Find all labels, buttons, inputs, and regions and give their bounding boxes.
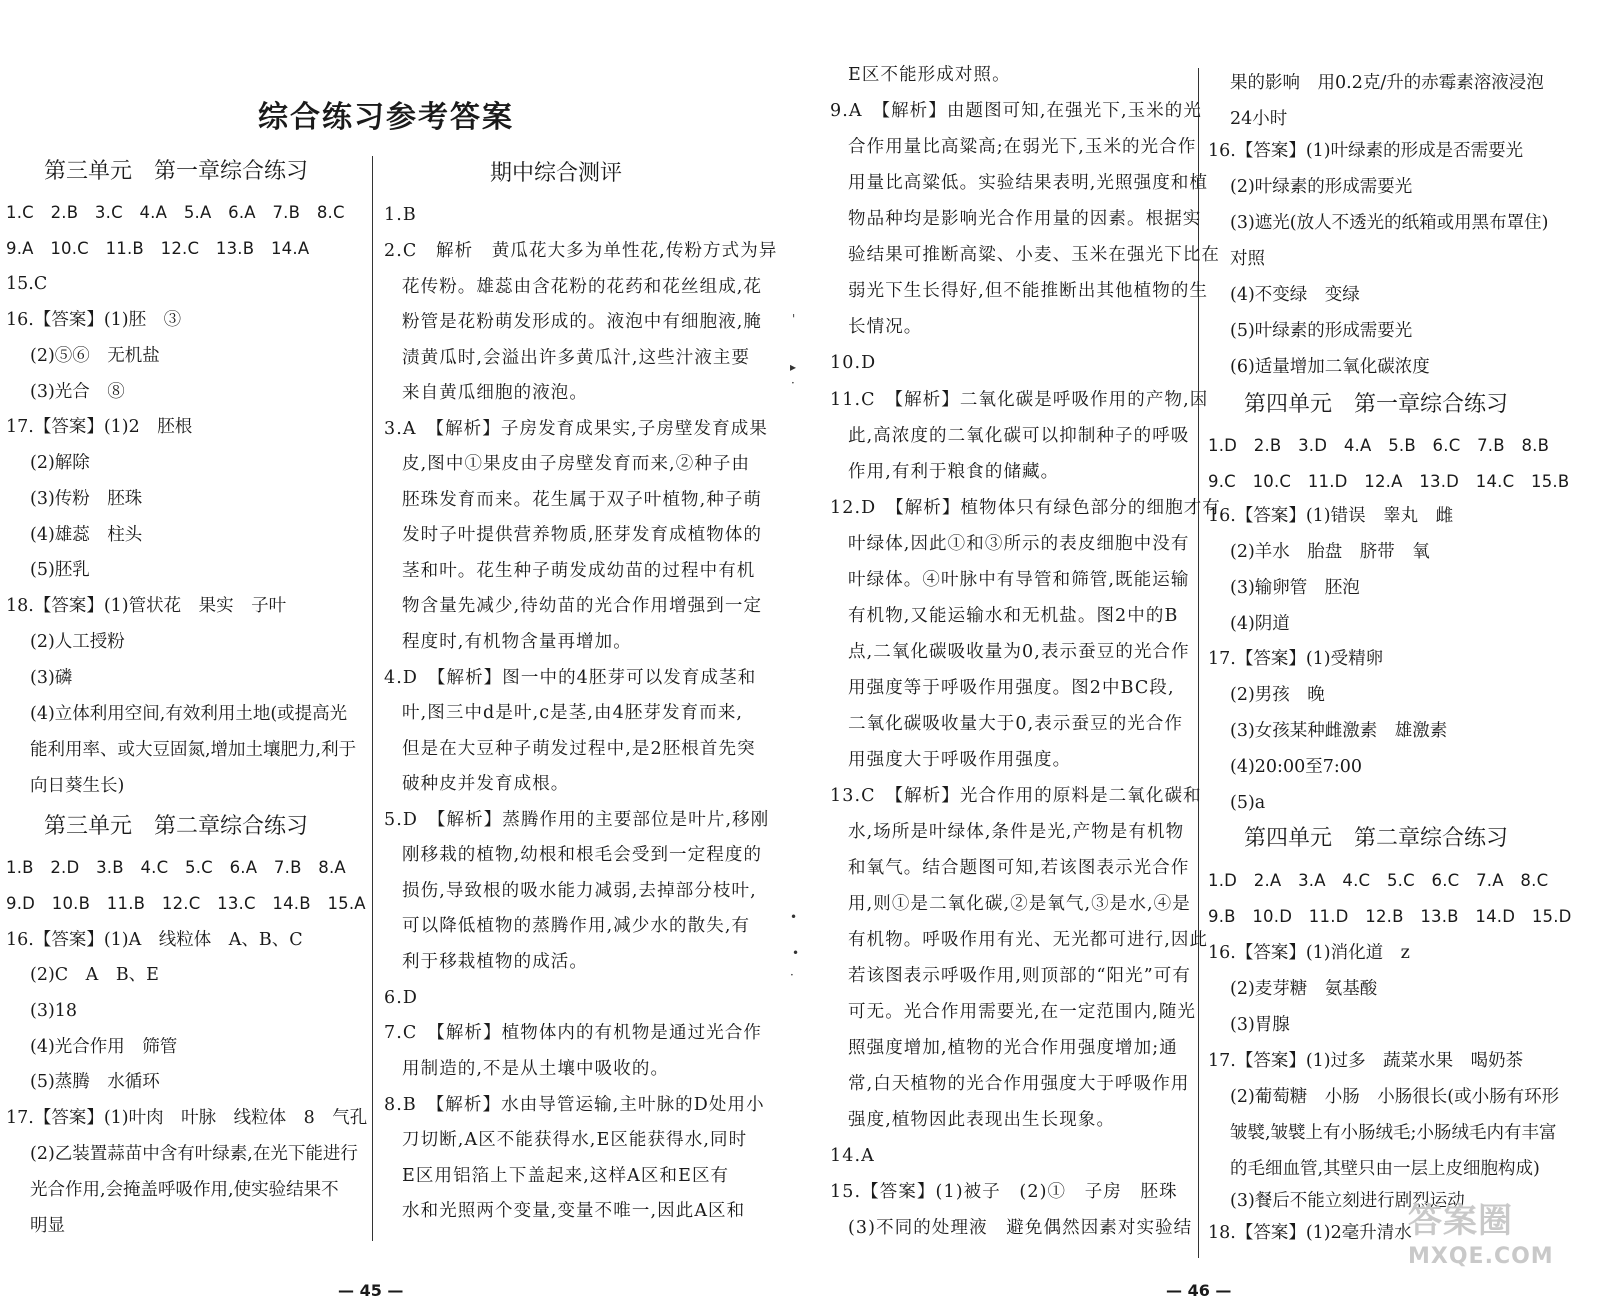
- col3-line: (3)不同的处理液 避免偶然因素对实验结: [848, 1218, 1193, 1238]
- col4-line: (5)a: [1230, 793, 1266, 813]
- col4-line: 18.【答案】(1)2毫升清水: [1208, 1223, 1412, 1243]
- col4-line: (2)羊水 胎盘 脐带 氧: [1230, 542, 1430, 562]
- page-number-right: — 46 —: [1166, 1281, 1232, 1300]
- col4-line: 皱襞,皱襞上有小肠绒毛;小肠绒毛内有丰富: [1230, 1123, 1557, 1143]
- col1-line: (2)乙装置蒜苗中含有叶绿素,在光下能进行: [30, 1144, 358, 1164]
- col2-line: 7.C 【解析】植物体内的有机物是通过光合作: [384, 1023, 763, 1043]
- col1-line: (4)雄蕊 柱头: [30, 525, 143, 545]
- col4-line: (4)不变绿 变绿: [1230, 285, 1360, 305]
- col3-line: 用,则①是二氧化碳,②是氧气,③是水,④是: [848, 894, 1191, 914]
- watermark-line1: 答案圈: [1408, 1201, 1513, 1241]
- col1-line: 16.【答案】(1)胚 ③: [6, 310, 182, 330]
- col2-line: 损伤,导致根的吸水能力减弱,去掉部分枝叶,: [402, 881, 757, 901]
- col3-line: 点,二氧化碳吸收量为0,表示蚕豆的光合作: [848, 642, 1190, 662]
- section-heading: 第三单元 第二章综合练习: [44, 814, 309, 839]
- col3-line: 叶绿体,因此①和③所示的表皮细胞中没有: [848, 534, 1190, 554]
- col4-line: (3)女孩某种雌激素 雄激素: [1230, 721, 1448, 741]
- col2-line: 粉管是花粉萌发形成的。液泡中有细胞液,腌: [402, 312, 763, 332]
- section-heading: 第四单元 第二章综合练习: [1244, 826, 1509, 851]
- col1-line: (5)蒸腾 水循环: [30, 1072, 160, 1092]
- col2-line: 2.C 解析 黄瓜花大多为单性花,传粉方式为异: [384, 241, 778, 261]
- col2-line: 皮,图中①果皮由子房壁发育而来,②种子由: [402, 454, 751, 474]
- col1-line: 17.【答案】(1)2 胚根: [6, 417, 193, 437]
- col3-line: 此,高浓度的二氧化碳可以抑制种子的呼吸: [848, 426, 1190, 446]
- col3-line: 11.C 【解析】二氧化碳是呼吸作用的产物,因: [830, 390, 1209, 410]
- col3-line: 叶绿体。④叶脉中有导管和筛管,既能运输: [848, 570, 1190, 590]
- col2-line: 8.B 【解析】水由导管运输,主叶脉的D处用小: [384, 1095, 765, 1115]
- col2-line: 可以降低植物的蒸腾作用,减少水的散失,有: [402, 916, 751, 936]
- col2-line: 1.B: [384, 205, 417, 225]
- col2-line: 5.D 【解析】蒸腾作用的主要部位是叶片,移刚: [384, 810, 770, 830]
- col2-line: 刚移栽的植物,幼根和根毛会受到一定程度的: [402, 845, 763, 865]
- col3-line: 若该图表示呼吸作用,则顶部的“阳光”可有: [848, 966, 1191, 986]
- col2-line: 6.D: [384, 988, 419, 1008]
- col1-line: 光合作用,会掩盖呼吸作用,使实验结果不: [30, 1180, 339, 1200]
- col1-line: 18.【答案】(1)管状花 果实 子叶: [6, 596, 287, 616]
- col2-line: 程度时,有机物含量再增加。: [402, 632, 632, 652]
- col2-line: 破种皮并发育成根。: [402, 774, 570, 794]
- col2-line: 花传粉。雄蕊由含花粉的花药和花丝组成,花: [402, 277, 763, 297]
- col4-line: 的毛细血管,其壁只由一层上皮细胞构成): [1230, 1159, 1540, 1179]
- col1-line: 能利用率、或大豆固氮,增加土壤肥力,利于: [30, 740, 357, 760]
- col2-line: 来自黄瓜细胞的液泡。: [402, 383, 588, 403]
- col1-line: 9.A 10.C 11.B 12.C 13.B 14.A: [6, 239, 310, 258]
- col1-line: (3)光合 ⑧: [30, 382, 125, 402]
- col4-line: 16.【答案】(1)消化道 z: [1208, 943, 1410, 963]
- col3-line: 可无。光合作用需要光,在一定范围内,随光: [848, 1002, 1197, 1022]
- col1-line: 1.C 2.B 3.C 4.A 5.A 6.A 7.B 8.C: [6, 203, 345, 222]
- col2-line: 3.A 【解析】子房发育成果实,子房壁发育成果: [384, 419, 768, 439]
- col1-line: 17.【答案】(1)叶肉 叶脉 线粒体 8 气孔: [6, 1108, 368, 1128]
- col2-line: 用制造的,不是从土壤中吸收的。: [402, 1059, 670, 1079]
- scan-dot: ·: [791, 376, 795, 390]
- col3-line: 有机物。呼吸作用有光、无光都可进行,因此: [848, 930, 1209, 950]
- scan-dot: ': [792, 312, 796, 326]
- scan-dot: ▸: [790, 360, 797, 374]
- col2-line: 发时子叶提供营养物质,胚芽发育成植物体的: [402, 525, 763, 545]
- col4-line: (5)叶绿素的形成需要光: [1230, 321, 1413, 341]
- col2-line: 刀切断,A区不能获得水,E区能获得水,同时: [402, 1130, 748, 1150]
- col3-line: 照强度增加,植物的光合作用强度增加;通: [848, 1038, 1178, 1058]
- scan-dot: •: [790, 910, 798, 924]
- main-title: 综合练习参考答案: [258, 100, 514, 135]
- col1-line: (2)人工授粉: [30, 632, 125, 652]
- col2-line: E区用铝箔上下盖起来,这样A区和E区有: [402, 1166, 730, 1186]
- col3-line: 弱光下生长得好,但不能推断出其他植物的生: [848, 281, 1209, 301]
- col1-line: (2)解除: [30, 453, 90, 473]
- col3-line: 常,白天植物的光合作用强度大于呼吸作用: [848, 1074, 1190, 1094]
- col4-line: 17.【答案】(1)受精卵: [1208, 649, 1384, 669]
- col3-line: 作用,有利于粮食的储藏。: [848, 462, 1060, 482]
- col2-line: 茎和叶。花生种子萌发成幼苗的过程中有机: [402, 561, 756, 581]
- col1-line: 16.【答案】(1)A 线粒体 A、B、C: [6, 930, 303, 950]
- col4-line: (2)麦芽糖 氨基酸: [1230, 979, 1378, 999]
- col3-line: 12.D 【解析】植物体只有绿色部分的细胞才有: [830, 498, 1221, 518]
- col3-line: 和氧气。结合题图可知,若该图表示光合作: [848, 858, 1190, 878]
- col1-line: 1.B 2.D 3.B 4.C 5.C 6.A 7.B 8.A: [6, 858, 346, 877]
- col4-line: (2)葡萄糖 小肠 小肠很长(或小肠有环形: [1230, 1087, 1560, 1107]
- col4-line: (4)20:00至7:00: [1230, 757, 1363, 777]
- col4-line: 9.C 10.C 11.D 12.A 13.D 14.C 15.B: [1208, 472, 1570, 491]
- col2-line: 渍黄瓜时,会溢出许多黄瓜汁,这些汁液主要: [402, 348, 751, 368]
- col4-line: (2)叶绿素的形成需要光: [1230, 177, 1413, 197]
- col1-line: (4)光合作用 筛管: [30, 1037, 178, 1057]
- col3-line: 二氧化碳吸收量大于0,表示蚕豆的光合作: [848, 714, 1184, 734]
- col1-line: 9.D 10.B 11.B 12.C 13.C 14.B 15.A: [6, 894, 366, 913]
- col3-line: E区不能形成对照。: [848, 65, 1011, 85]
- col2-line: 物含量先减少,待幼苗的光合作用增强到一定: [402, 596, 763, 616]
- col2-line: 4.D 【解析】图一中的4胚芽可以发育成茎和: [384, 668, 757, 688]
- section-heading: 期中综合测评: [490, 161, 623, 186]
- col1-line: (3)传粉 胚珠: [30, 489, 143, 509]
- col3-line: 水,场所是叶绿体,条件是光,产物是有机物: [848, 822, 1185, 842]
- col1-line: (2)⑤⑥ 无机盐: [30, 346, 160, 366]
- col4-line: 24小时: [1230, 109, 1288, 129]
- col4-line: (3)餐后不能立刻进行剧烈运动: [1230, 1191, 1465, 1211]
- col4-line: 果的影响 用0.2克/升的赤霉素溶液浸泡: [1230, 73, 1544, 93]
- col4-line: (3)胃腺: [1230, 1015, 1290, 1035]
- scan-dot: •: [792, 946, 800, 960]
- col4-line: (2)男孩 晚: [1230, 685, 1325, 705]
- watermark-logo: [1408, 1201, 1554, 1269]
- col4-line: 1.D 2.A 3.A 4.C 5.C 6.C 7.A 8.C: [1208, 871, 1549, 890]
- col3-line: 用强度等于呼吸作用强度。图2中BC段,: [848, 678, 1175, 698]
- col3-line: 15.【答案】(1)被子 (2)① 子房 胚珠: [830, 1182, 1178, 1202]
- col3-line: 物品种均是影响光合作用量的因素。根据实: [848, 209, 1202, 229]
- col3-line: 10.D: [830, 353, 877, 373]
- col4-line: 9.B 10.D 11.D 12.B 13.B 14.D 15.D: [1208, 907, 1572, 926]
- col3-line: 验结果可推断高粱、小麦、玉米在强光下比在: [848, 245, 1220, 265]
- col3-line: 强度,植物因此表现出生长现象。: [848, 1110, 1116, 1130]
- col3-line: 14.A: [830, 1146, 875, 1166]
- col3-line: 合作用量比高粱高;在弱光下,玉米的光合作: [848, 137, 1197, 157]
- col3-line: 9.A 【解析】由题图可知,在强光下,玉米的光: [830, 101, 1203, 121]
- col2-line: 利于移栽植物的成活。: [402, 952, 588, 972]
- page-number-left: — 45 —: [338, 1281, 404, 1300]
- col2-line: 但是在大豆种子萌发过程中,是2胚根首先突: [402, 739, 756, 759]
- col4-line: 16.【答案】(1)叶绿素的形成是否需要光: [1208, 141, 1524, 161]
- col4-line: (3)遮光(放人不透光的纸箱或用黑布罩住): [1230, 213, 1549, 233]
- col3-line: 用强度大于呼吸作用强度。: [848, 750, 1072, 770]
- col4-line: 17.【答案】(1)过多 蔬菜水果 喝奶茶: [1208, 1051, 1524, 1071]
- watermark-line2: MXQE.COM: [1408, 1244, 1554, 1269]
- col2-line: 胚珠发育而来。花生属于双子叶植物,种子萌: [402, 490, 763, 510]
- col4-line: (4)阴道: [1230, 614, 1290, 634]
- col3-line: 13.C 【解析】光合作用的原料是二氧化碳和: [830, 786, 1202, 806]
- col2-line: 叶,图三中d是叶,c是茎,由4胚芽发育而来,: [402, 703, 744, 723]
- col4-line: 对照: [1230, 249, 1265, 269]
- section-heading: 第四单元 第一章综合练习: [1244, 392, 1509, 417]
- col3-line: 有机物,又能运输水和无机盐。图2中的B: [848, 606, 1179, 626]
- col1-line: (5)胚乳: [30, 560, 90, 580]
- col4-line: (3)输卵管 胚泡: [1230, 578, 1360, 598]
- col1-line: (3)磷: [30, 668, 73, 688]
- column-divider: [372, 156, 373, 1241]
- col3-line: 长情况。: [848, 317, 923, 337]
- col1-line: (3)18: [30, 1001, 78, 1021]
- col4-line: (6)适量增加二氧化碳浓度: [1230, 357, 1430, 377]
- col4-line: 16.【答案】(1)错误 睾丸 雌: [1208, 506, 1454, 526]
- col1-line: (2)C A B、E: [30, 965, 159, 985]
- col1-line: 向日葵生长): [30, 776, 125, 796]
- scan-dot: ·: [790, 968, 794, 982]
- col1-line: 明显: [30, 1216, 65, 1236]
- col3-line: 用量比高粱低。实验结果表明,光照强度和植: [848, 173, 1209, 193]
- col2-line: 水和光照两个变量,变量不唯一,因此A区和: [402, 1201, 746, 1221]
- col1-line: (4)立体利用空间,有效利用土地(或提高光: [30, 704, 348, 724]
- col1-line: 15.C: [6, 274, 48, 294]
- col4-line: 1.D 2.B 3.D 4.A 5.B 6.C 7.B 8.B: [1208, 436, 1550, 455]
- section-heading: 第三单元 第一章综合练习: [44, 159, 309, 184]
